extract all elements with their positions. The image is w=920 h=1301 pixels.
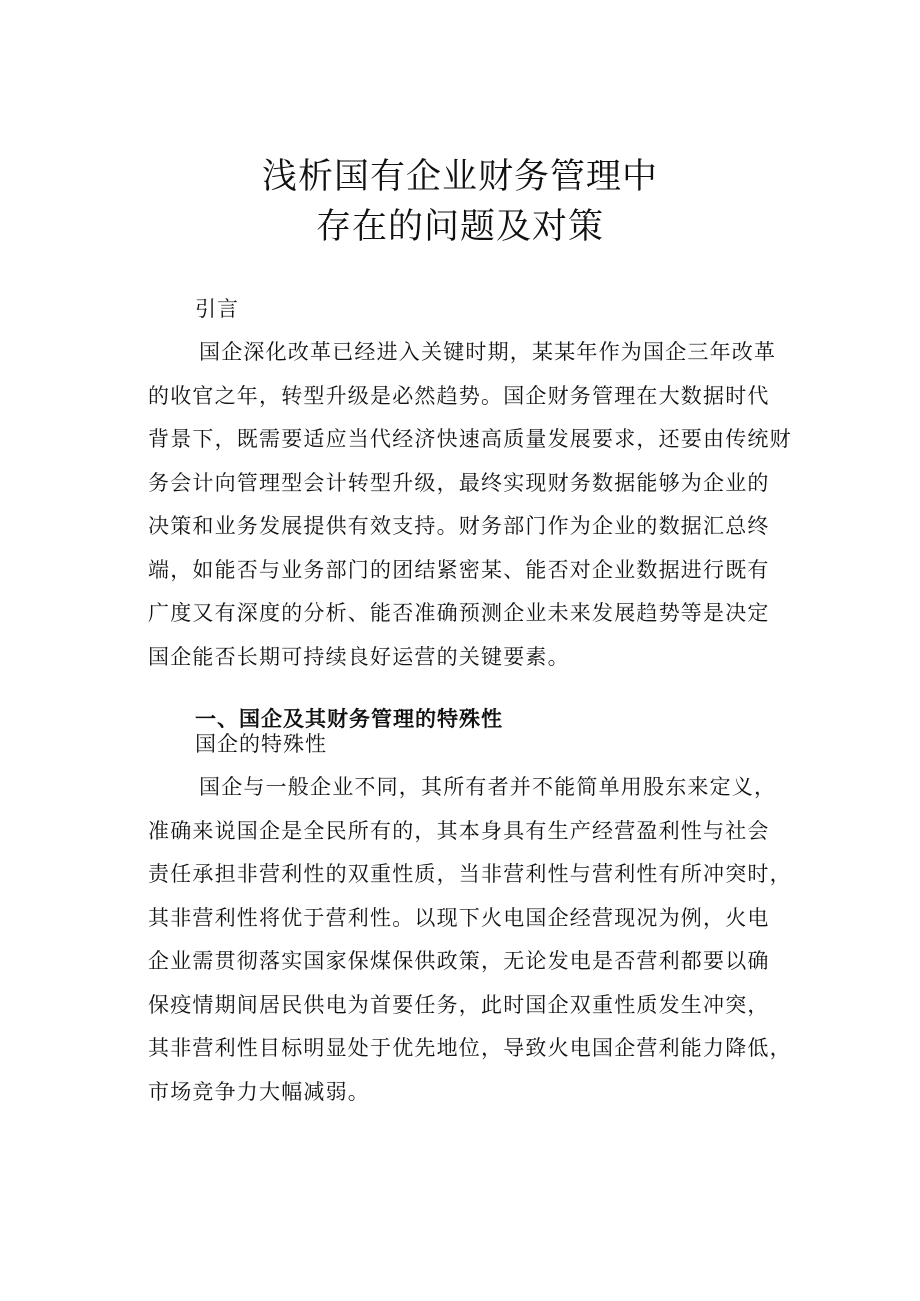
section-heading: 一、国企及其财务管理的特殊性 bbox=[195, 707, 503, 732]
section-paragraph-line-5: 企业需贯彻落实国家保煤保供政策，无论发电是否营利都要以确 bbox=[148, 949, 770, 973]
intro-paragraph-line-8: 国企能否长期可持续良好运营的关键要素。 bbox=[148, 644, 570, 669]
section-paragraph-line-1: 国企与一般企业不同，其所有者并不能简单用股东来定义， bbox=[199, 775, 777, 799]
section-paragraph-line-8: 市场竞争力大幅减弱。 bbox=[148, 1079, 370, 1104]
intro-paragraph bbox=[148, 331, 812, 679]
intro-paragraph-line-2: 的收官之年，转型升级是必然趋势。国企财务管理在大数据时代 bbox=[148, 383, 770, 408]
intro-paragraph-line-5: 决策和业务发展提供有效支持。财务部门作为企业的数据汇总终 bbox=[148, 514, 770, 538]
document-title bbox=[0, 152, 920, 252]
section-paragraph-line-2: 准确来说国企是全民所有的，其本身具有生产经营盈利性与社会 bbox=[148, 818, 770, 843]
intro-paragraph-line-1: 国企深化改革已经进入关键时期，某某年作为国企三年改革 bbox=[199, 340, 777, 364]
intro-paragraph-line-7: 广度又有深度的分析、能否准确预测企业未来发展趋势等是决定 bbox=[148, 601, 770, 625]
section-paragraph-line-7: 其非营利性目标明显处于优先地位，导致火电国企营利能力降低， bbox=[148, 1036, 792, 1060]
section-paragraph bbox=[148, 766, 812, 1114]
intro-paragraph-line-4: 务会计向管理型会计转型升级，最终实现财务数据能够为企业的 bbox=[148, 470, 770, 495]
section-paragraph-line-3: 责任承担非营利性的双重性质，当非营利性与营利性有所冲突时， bbox=[148, 862, 792, 886]
intro-paragraph-line-3: 背景下，既需要适应当代经济快速高质量发展要求，还要由传统财 bbox=[148, 427, 792, 451]
intro-label: 引言 bbox=[195, 297, 239, 321]
section-paragraph-line-6: 保疫情期间居民供电为首要任务，此时国企双重性质发生冲突， bbox=[148, 992, 770, 1017]
subsection-label: 国企的特殊性 bbox=[195, 732, 327, 756]
title-line-1: 浅析国有企业财务管理中 bbox=[261, 157, 658, 197]
intro-paragraph-line-6: 端，如能否与业务部门的团结紧密某、能否对企业数据进行既有 bbox=[148, 557, 770, 582]
section-paragraph-line-4: 其非营利性将优于营利性。以现下火电国企经营现况为例，火电 bbox=[148, 905, 770, 930]
title-line-2: 存在的问题及对策 bbox=[315, 207, 604, 247]
